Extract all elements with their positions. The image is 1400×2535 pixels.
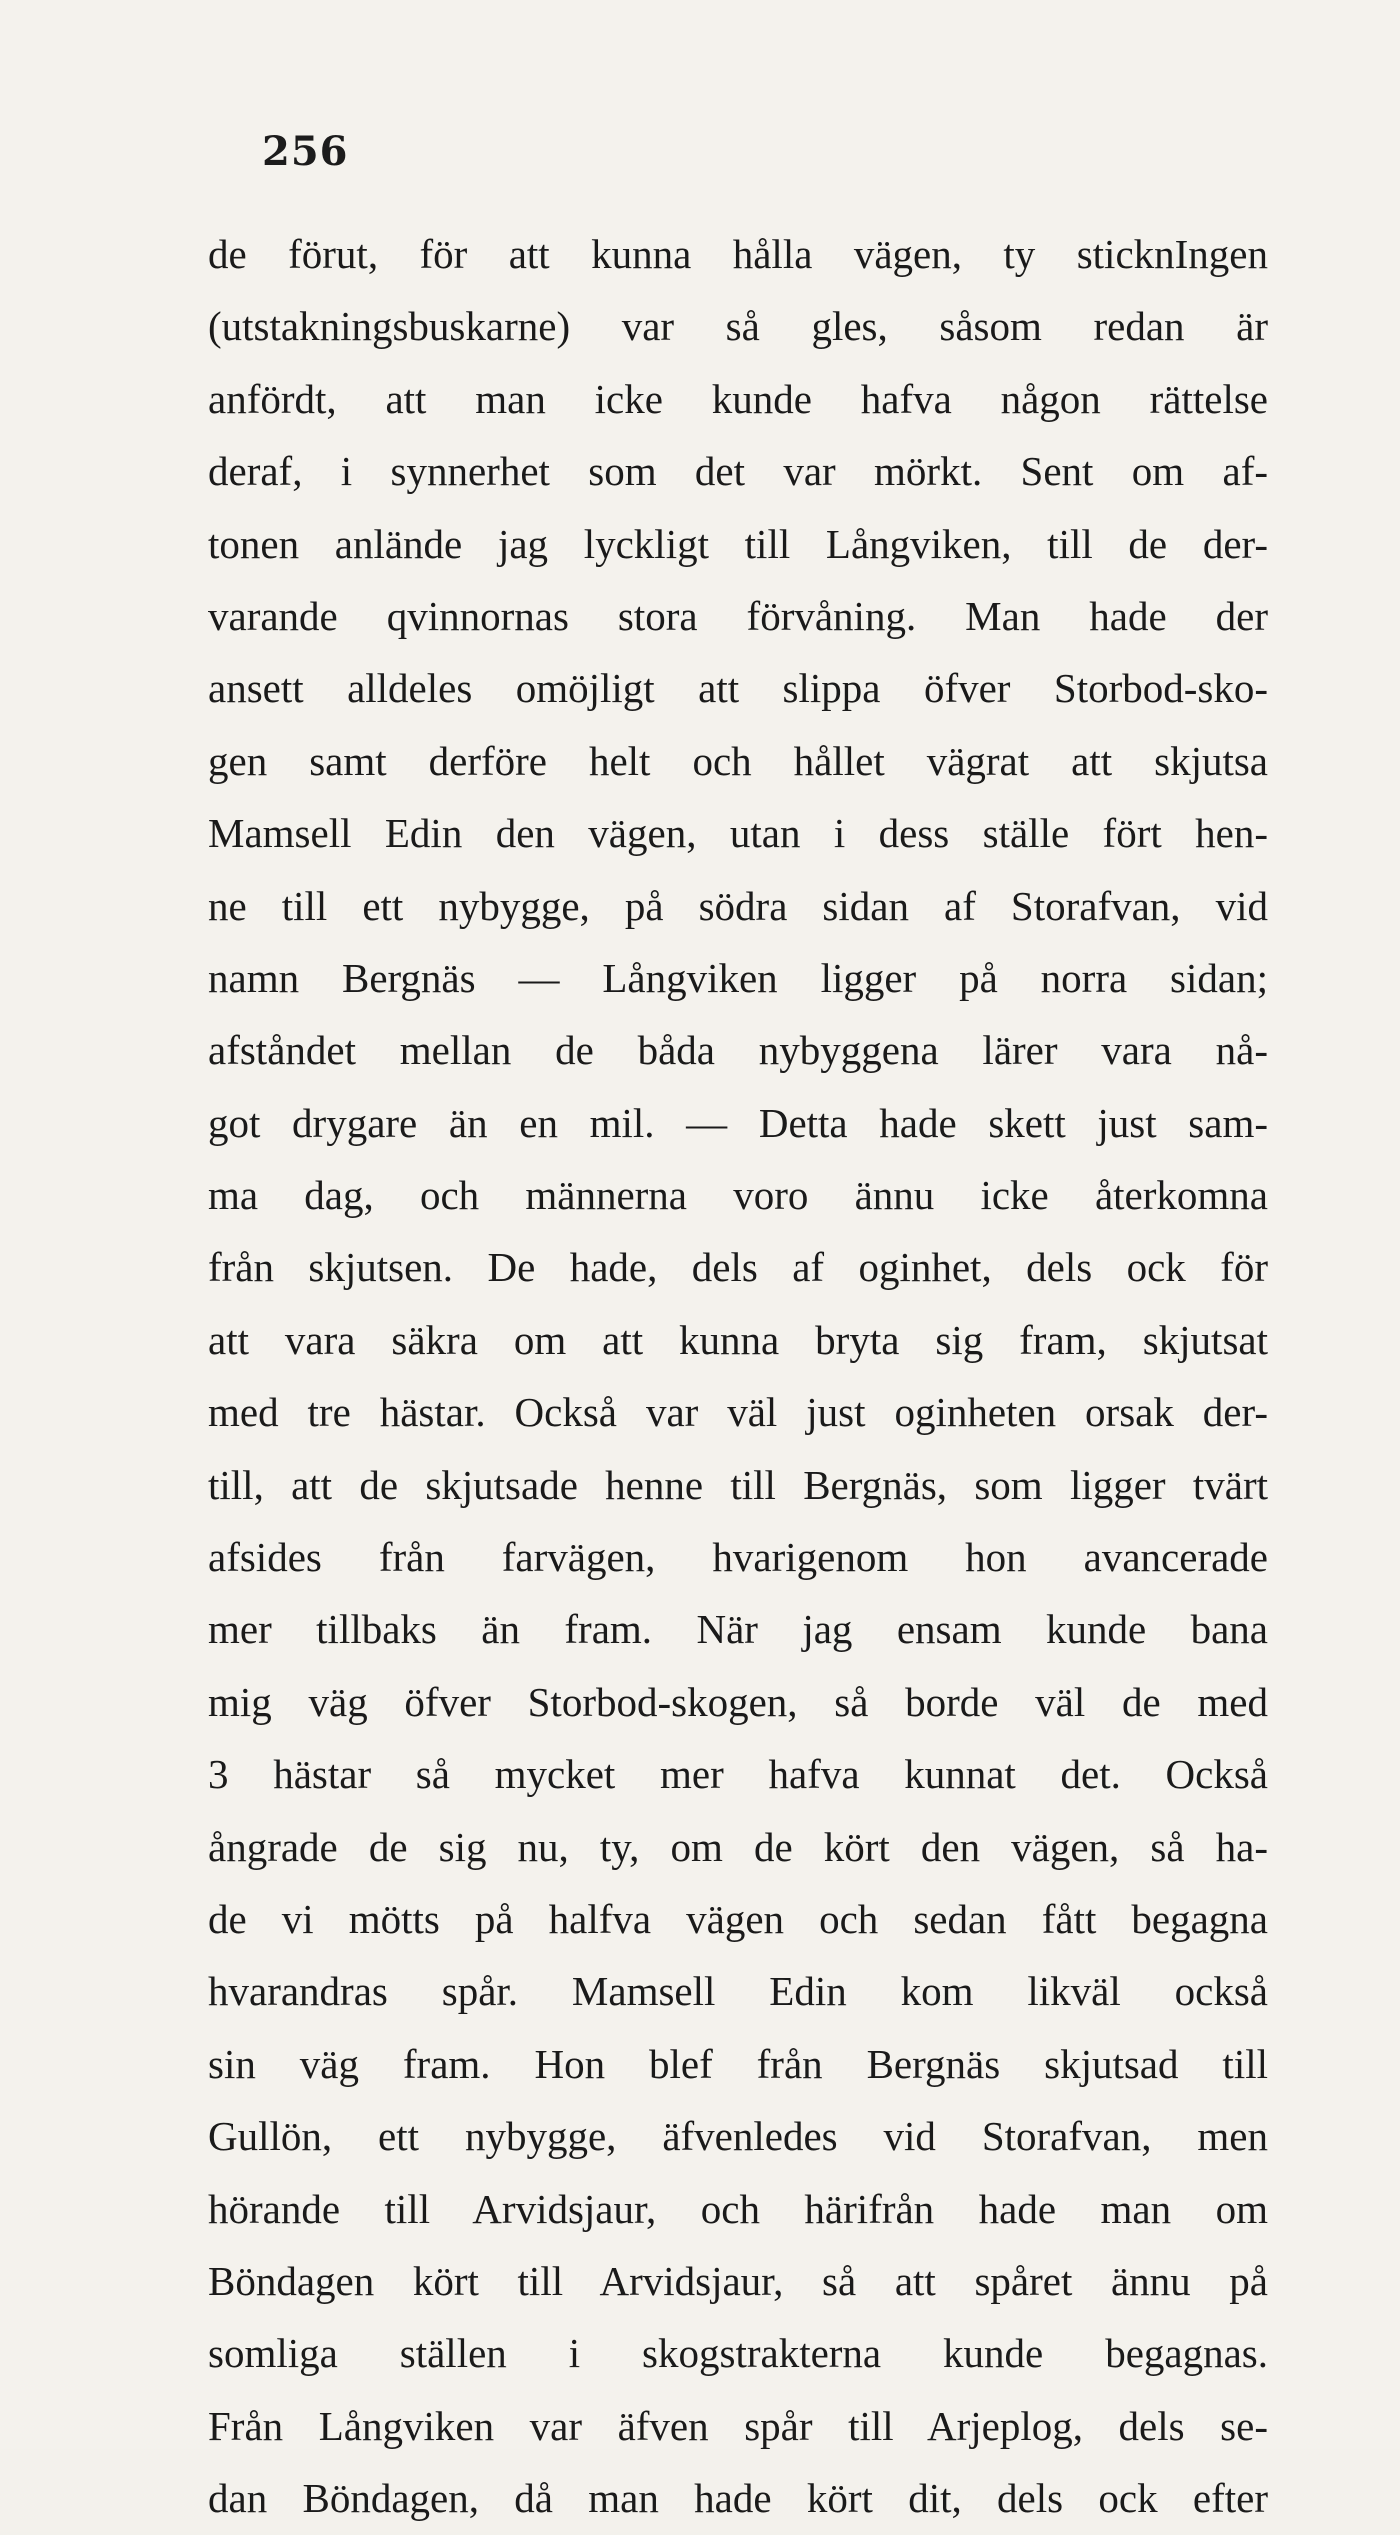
text-line: 3 hästar så mycket mer hafva kunnat det. Också: [208, 1751, 1268, 1798]
text-line: got drygare än en mil. — Detta hade skett just sam-: [208, 1099, 1268, 1146]
text-line: varande qvinnornas stora förvåning. Man hade der: [208, 592, 1268, 639]
text-line: hvarandras spår. Mamsell Edin kom likväl också: [208, 1968, 1268, 2015]
page-number: 256: [262, 128, 349, 175]
text-line: ne till ett nybygge, på södra sidan af Storafvan, vid: [208, 882, 1268, 929]
text-line: gen samt derföre helt och hållet vägrat att skjutsa: [208, 737, 1268, 784]
text-line: de förut, för att kunna hålla vägen, ty sticknIngen: [208, 231, 1268, 277]
text-line: Böndagen kört till Arvidsjaur, så att spåret ännu på: [208, 2257, 1268, 2304]
text-line: deraf, i synnerhet som det var mörkt. Sent om af-: [208, 448, 1268, 495]
text-line: ansett alldeles omöjligt att slippa öfver Storbod-sko-: [208, 665, 1268, 712]
text-line: från skjutsen. De hade, dels af oginhet, dels ock för: [208, 1244, 1268, 1291]
text-line: Gullön, ett nybygge, äfvenledes vid Storafvan, men: [208, 2113, 1268, 2160]
text-line: sin väg fram. Hon blef från Bergnäs skjutsad till: [208, 2040, 1268, 2087]
text-line: (utstakningsbuskarne) var så gles, såsom redan är: [208, 303, 1268, 350]
text-line: Mamsell Edin den vägen, utan i dess ställe fört hen-: [208, 810, 1268, 857]
text-line: mer tillbaks än fram. När jag ensam kunde bana: [208, 1606, 1268, 1653]
text-line: anfördt, att man icke kunde hafva någon rättelse: [208, 375, 1268, 422]
text-line: med tre hästar. Också var väl just oginheten orsak der-: [208, 1389, 1268, 1436]
text-line: dan Böndagen, då man hade kört dit, dels ock efter: [208, 2475, 1268, 2522]
text-line: ma dag, och männerna voro ännu icke återkomna: [208, 1172, 1268, 1219]
text-line: tonen anlände jag lyckligt till Långviken, till de der-: [208, 520, 1268, 567]
text-line: somliga ställen i skogstrakterna kunde begagnas.: [208, 2330, 1268, 2377]
text-line: att vara säkra om att kunna bryta sig fram, skjutsat: [208, 1316, 1268, 1363]
text-line: till, att de skjutsade henne till Bergnäs, som ligger tvärt: [208, 1461, 1268, 1508]
text-line: hörande till Arvidsjaur, och härifrån hade man om: [208, 2185, 1268, 2232]
text-line: afståndet mellan de båda nybyggena lärer vara nå-: [208, 1027, 1268, 1074]
text-line: Från Långviken var äfven spår till Arjeplog, dels se-: [208, 2402, 1268, 2449]
text-line: ångrade de sig nu, ty, om de kört den vägen, så ha-: [208, 1823, 1268, 1870]
text-line: afsides från farvägen, hvarigenom hon avancerade: [208, 1534, 1268, 1581]
text-line: namn Bergnäs — Långviken ligger på norra sidan;: [208, 954, 1268, 1001]
body-text: [208, 218, 1268, 2535]
text-line: mig väg öfver Storbod-skogen, så borde väl de med: [208, 1678, 1268, 1725]
text-line: de vi mötts på halfva vägen och sedan fått begagna: [208, 1895, 1268, 1942]
